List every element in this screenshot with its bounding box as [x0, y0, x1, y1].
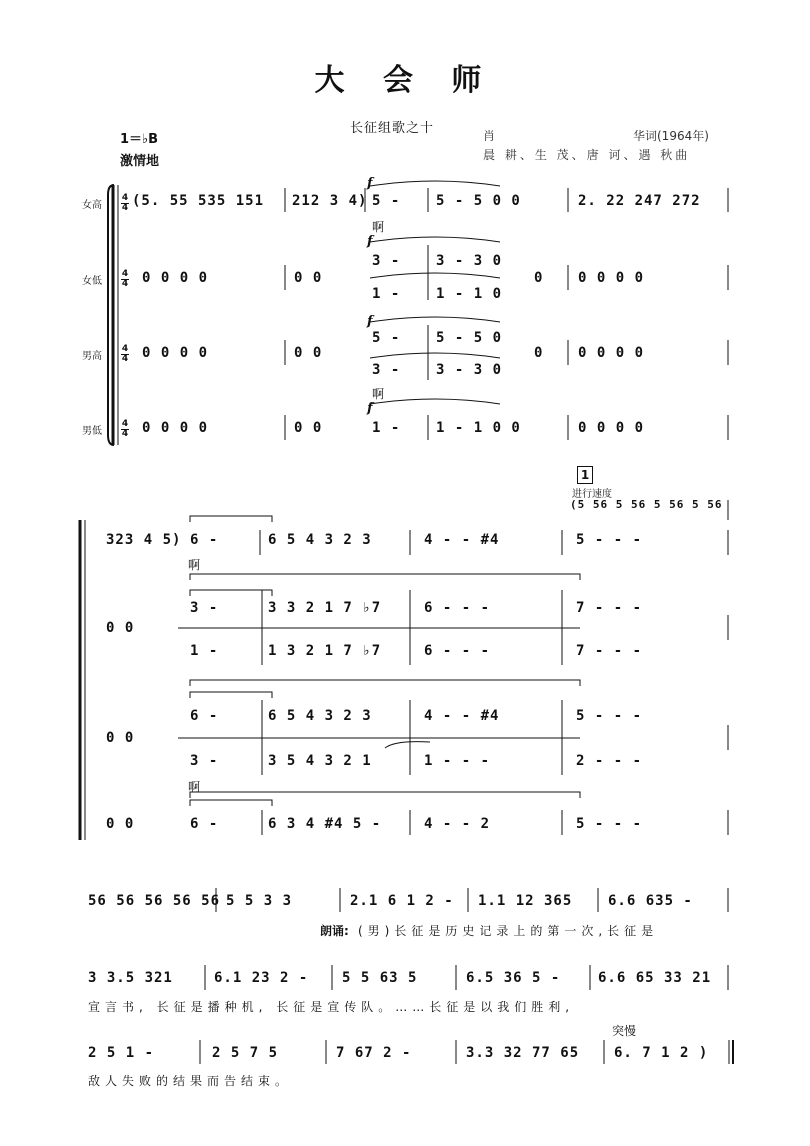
voice-label-tenor: 男高	[82, 351, 102, 362]
lyric: 啊	[188, 558, 201, 572]
tenor-upper-m4: 5 - 5 0	[436, 330, 503, 346]
tempo-mark: 突慢	[612, 1024, 637, 1038]
soprano-m1: 323 4 5)	[106, 532, 182, 548]
tenor-m2: 0 0	[294, 345, 323, 361]
subtitle: 长征组歌之十	[350, 121, 435, 136]
voice-label-bass: 男低	[82, 426, 102, 437]
soprano-m1: (5. 55 535 151	[132, 193, 265, 209]
melody-m2: 2 5 7 5	[212, 1045, 279, 1061]
time-signature: 4 4	[121, 419, 129, 439]
time-signature: 4 4	[121, 269, 129, 289]
bass-m2: 0 0	[294, 420, 323, 436]
melody-m3: 7 67 2 -	[336, 1045, 412, 1061]
bass-m1: 0 0 0 0	[142, 420, 209, 436]
tempo-marking: 激情地	[120, 154, 160, 169]
rehearsal-mark: 1	[577, 466, 593, 484]
lyric: 啊	[188, 780, 201, 794]
tenor-lower-m3: 3 -	[372, 362, 401, 378]
tenor-upper-m3: 5 -	[372, 330, 401, 346]
alto-m2: 0 0	[294, 270, 323, 286]
bass-m3: 1 -	[372, 420, 401, 436]
recitation-text: 敌人失败的结果而告结束。	[88, 1074, 293, 1088]
dynamic-forte: f	[367, 176, 373, 191]
alto-lower-m3: 1 -	[372, 286, 401, 302]
alto-lower-m3: 1 3 2 1 7 ♭7	[268, 643, 382, 659]
bass-m5: 5 - - -	[576, 816, 643, 832]
tenor-upper-m5: 5 - - -	[576, 708, 643, 724]
soprano-m2: 212 3 4)	[292, 193, 368, 209]
bass-rest: 0 0	[106, 816, 135, 832]
soprano-m4: 5 - 5 0 0	[436, 193, 521, 209]
tenor-rest: 0 0	[106, 730, 135, 746]
melody-m1: 56 56 56 56 56	[88, 893, 221, 909]
melody-m1: 2 5 1 -	[88, 1045, 155, 1061]
alto-m1: 0 0 0 0	[142, 270, 209, 286]
alto-upper-m2: 3 -	[190, 600, 219, 616]
voice-label-alto: 女低	[82, 276, 102, 287]
alto-upper-m5: 7 - - -	[576, 600, 643, 616]
tenor-upper-m4: 4 - - #4	[424, 708, 500, 724]
lyricist-credit: 肖	[483, 129, 497, 143]
tenor-upper-m3: 6 5 4 3 2 3	[268, 708, 372, 724]
alto-upper-m3: 3 3 2 1 7 ♭7	[268, 600, 382, 616]
soprano-m5: 5 - - -	[576, 532, 643, 548]
dynamic-forte: f	[367, 234, 373, 249]
bass-m2: 6 -	[190, 816, 219, 832]
tenor-lower-m4: 1 - - -	[424, 753, 491, 769]
alto-upper-m3: 3 -	[372, 253, 401, 269]
tempo-note: 进行速度	[572, 489, 612, 500]
tenor-lower-m4: 3 - 3 0	[436, 362, 503, 378]
alto-rest: 0 0	[106, 620, 135, 636]
melody-m2: 5 5 3 3	[226, 893, 293, 909]
tenor-lower-m2: 3 -	[190, 753, 219, 769]
melody-m2: 6.1 23 2 -	[214, 970, 309, 986]
alto-lower-m5: 7 - - -	[576, 643, 643, 659]
bass-m4: 1 - 1 0 0	[436, 420, 521, 436]
melody-m5: 6.6 65 33 21	[598, 970, 712, 986]
tenor-m1: 0 0 0 0	[142, 345, 209, 361]
dynamic-forte: f	[367, 401, 373, 416]
bass-m3: 6 3 4 #4 5 -	[268, 816, 382, 832]
melody-m4: 6.5 36 5 -	[466, 970, 561, 986]
time-signature: 4 4	[121, 344, 129, 364]
accompaniment-figure: (5 56 5 56 5 56 5 56	[570, 498, 723, 511]
page-title: 大 会 师	[314, 63, 496, 98]
melody-m5: 6. 7 1 2 )	[614, 1045, 709, 1061]
melody-m3: 5 5 63 5	[342, 970, 418, 986]
alto-upper-m4: 3 - 3 0	[436, 253, 503, 269]
alto-m4-rest: 0	[534, 270, 544, 286]
voice-label-soprano: 女高	[82, 200, 102, 211]
alto-m5: 0 0 0 0	[578, 270, 645, 286]
melody-m4: 1.1 12 365	[478, 893, 573, 909]
soprano-m4: 4 - - #4	[424, 532, 500, 548]
tenor-m4-rest: 0	[534, 345, 544, 361]
bass-m4: 4 - - 2	[424, 816, 491, 832]
lyric: 啊	[372, 387, 385, 401]
recitation-text: (男)长征是历史记录上的第一次,长征是	[358, 924, 659, 938]
recitation-label: 朗诵:	[320, 924, 349, 938]
alto-upper-m4: 6 - - -	[424, 600, 491, 616]
soprano-m2: 6 -	[190, 532, 219, 548]
bass-m5: 0 0 0 0	[578, 420, 645, 436]
soprano-m3: 5 -	[372, 193, 401, 209]
composer-credit: 晨 耕、生 茂、唐 诃、遇 秋曲	[483, 148, 691, 162]
time-signature: 4 4	[121, 193, 129, 213]
recitation-text: 宣言书, 长征是播种机, 长征是宣传队。……长征是以我们胜利,	[88, 1000, 575, 1014]
lyric: 啊	[372, 220, 385, 234]
tenor-lower-m5: 2 - - -	[576, 753, 643, 769]
melody-m3: 2.1 6 1 2 -	[350, 893, 454, 909]
melody-m1: 3 3.5 321	[88, 970, 173, 986]
alto-lower-m2: 1 -	[190, 643, 219, 659]
soprano-m5: 2. 22 247 272	[578, 193, 701, 209]
melody-m5: 6.6 635 -	[608, 893, 693, 909]
tenor-lower-m3: 3 5 4 3 2 1	[268, 753, 372, 769]
tenor-m5: 0 0 0 0	[578, 345, 645, 361]
tenor-upper-m2: 6 -	[190, 708, 219, 724]
alto-lower-m4: 1 - 1 0	[436, 286, 503, 302]
key-signature: 1＝♭B	[120, 132, 159, 147]
dynamic-forte: f	[367, 314, 373, 329]
melody-m4: 3.3 32 77 65	[466, 1045, 580, 1061]
alto-lower-m4: 6 - - -	[424, 643, 491, 659]
soprano-m3: 6 5 4 3 2 3	[268, 532, 372, 548]
lyricist-credit-date: 华词(1964年)	[633, 129, 709, 143]
